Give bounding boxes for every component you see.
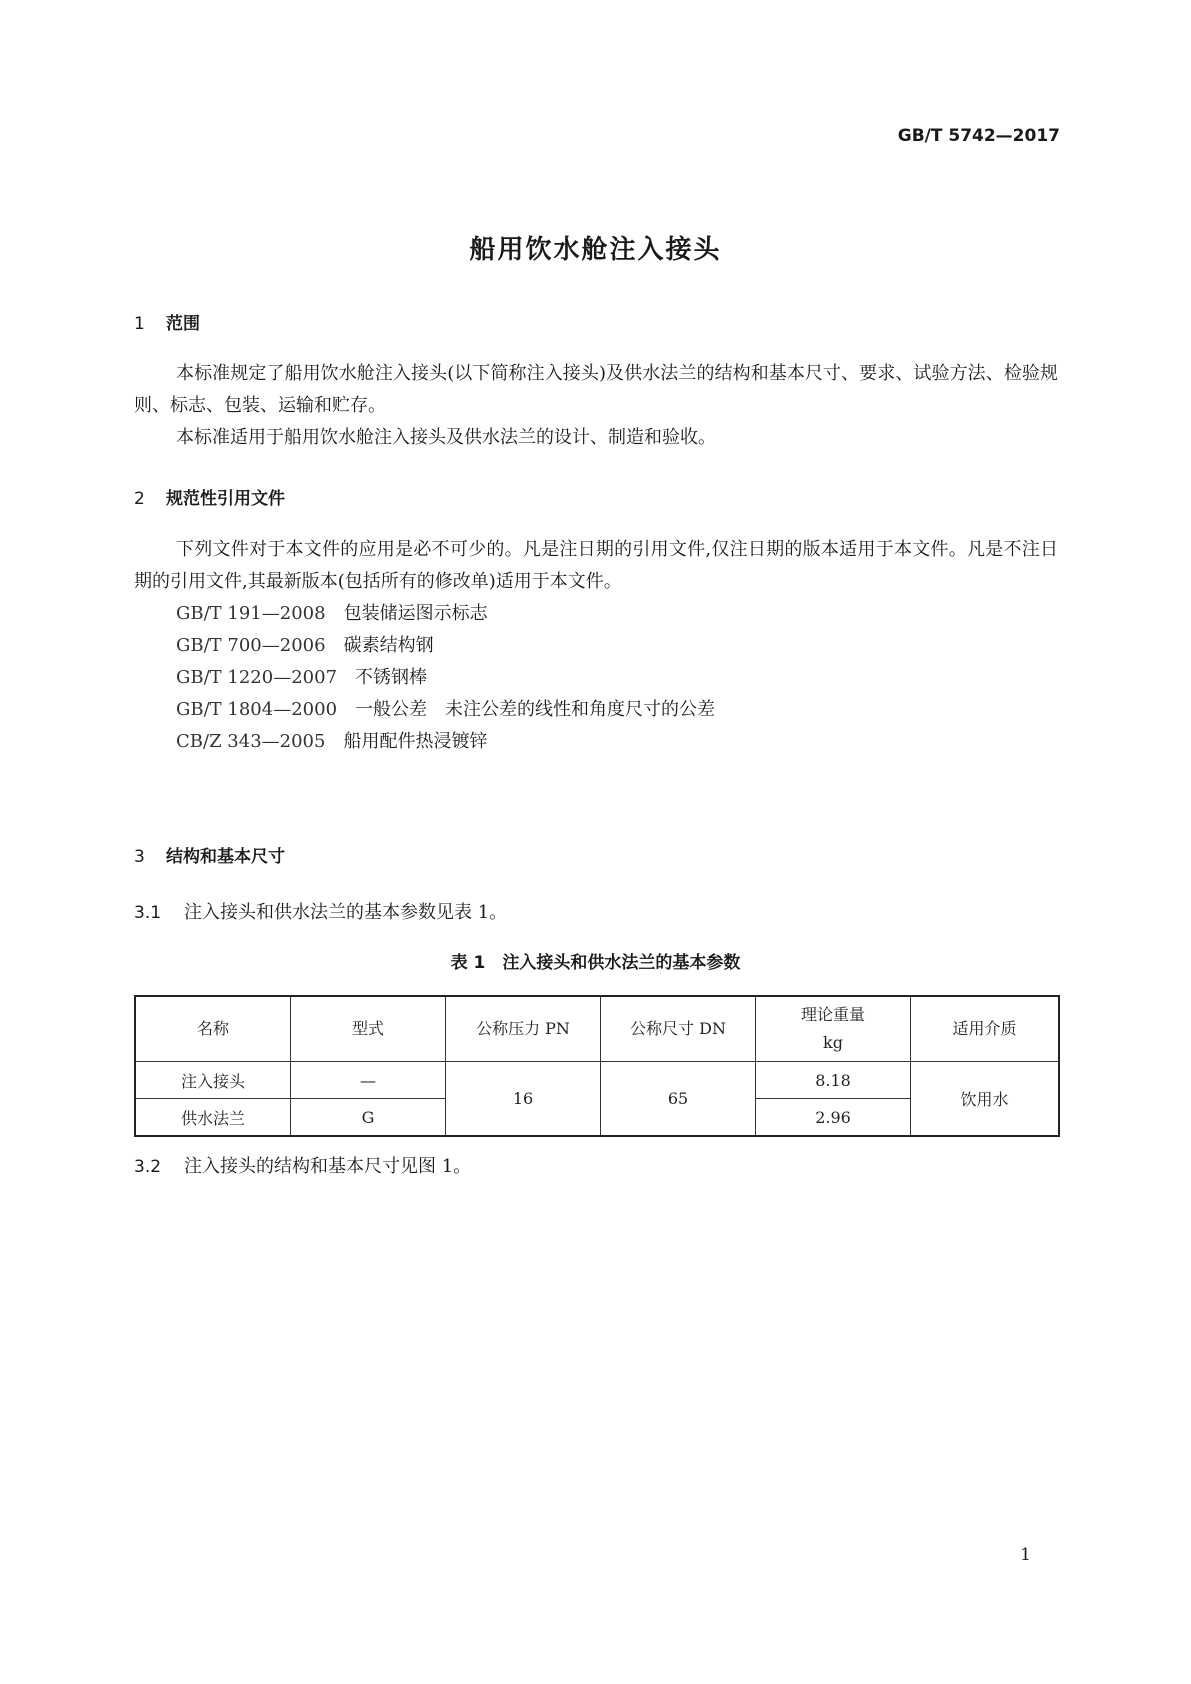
parameters-table	[134, 995, 1060, 1137]
section-1-body	[134, 358, 1058, 454]
weight-header-unit: kg	[823, 1033, 843, 1052]
section-1-heading	[134, 309, 200, 334]
column-header: 型式	[291, 996, 446, 1062]
cell-type: —	[291, 1062, 446, 1099]
page-number: 1	[1020, 1545, 1031, 1565]
reference-item	[176, 694, 715, 726]
document-title: 船用饮水舱注入接头	[469, 235, 722, 265]
cell-medium: 饮用水	[911, 1062, 1060, 1137]
column-header	[756, 996, 911, 1062]
clause-3-1	[134, 898, 507, 924]
reference-title: 碳素结构钢	[343, 635, 434, 656]
clause-number: 3.1	[134, 903, 162, 923]
section-number: 1	[134, 314, 145, 334]
paragraph: 下列文件对于本文件的应用是必不可少的。凡是注日期的引用文件,仅注日期的版本适用于本文件。凡是不注日期的引用文件,其最新版本(包括所有的修改单)适用于本文件。	[134, 539, 1058, 592]
table-row	[135, 1062, 1059, 1099]
reference-title: 一般公差 未注公差的线性和角度尺寸的公差	[355, 699, 716, 720]
cell-pn: 16	[446, 1062, 601, 1137]
section-2-heading	[134, 484, 285, 509]
section-2-body	[134, 534, 1058, 598]
column-header: 名称	[135, 996, 291, 1062]
reference-item	[176, 598, 715, 630]
paragraph: 本标准适用于船用饮水舱注入接头及供水法兰的设计、制造和验收。	[176, 427, 716, 448]
standard-number: GB/T 5742—2017	[897, 126, 1060, 146]
cell-dn: 65	[601, 1062, 756, 1137]
section-3-heading	[134, 842, 285, 867]
column-header: 适用介质	[911, 996, 1060, 1062]
clause-3-2	[134, 1152, 471, 1178]
reference-code: CB/Z 343—2005	[176, 731, 326, 752]
section-title: 结构和基本尺寸	[166, 847, 285, 867]
reference-item	[176, 662, 715, 694]
reference-title: 包装储运图示标志	[343, 603, 488, 624]
section-number: 2	[134, 489, 145, 509]
column-header: 公称压力 PN	[446, 996, 601, 1062]
clause-number: 3.2	[134, 1157, 162, 1177]
reference-code: GB/T 1220—2007	[176, 667, 338, 688]
section-title: 范围	[166, 314, 200, 334]
reference-title: 船用配件热浸镀锌	[343, 731, 488, 752]
cell-name: 供水法兰	[135, 1099, 291, 1137]
reference-title: 不锈钢棒	[355, 667, 428, 688]
clause-text: 注入接头和供水法兰的基本参数见表 1。	[184, 902, 508, 923]
table-header-row	[135, 996, 1059, 1062]
cell-weight: 2.96	[756, 1099, 911, 1137]
reference-code: GB/T 1804—2000	[176, 699, 338, 720]
weight-header-label: 理论重量	[800, 1005, 865, 1024]
cell-name: 注入接头	[135, 1062, 291, 1099]
column-header: 公称尺寸 DN	[601, 996, 756, 1062]
section-number: 3	[134, 847, 145, 867]
paragraph: 本标准规定了船用饮水舱注入接头(以下简称注入接头)及供水法兰的结构和基本尺寸、要求、试验方法、检验规则、标志、包装、运输和贮存。	[134, 363, 1058, 416]
clause-text: 注入接头的结构和基本尺寸见图 1。	[184, 1156, 472, 1177]
reference-list	[176, 598, 715, 758]
section-title: 规范性引用文件	[166, 489, 285, 509]
reference-code: GB/T 191—2008	[176, 603, 326, 624]
reference-item	[176, 630, 715, 662]
reference-code: GB/T 700—2006	[176, 635, 326, 656]
table-caption: 表 1 注入接头和供水法兰的基本参数	[450, 953, 741, 973]
reference-item	[176, 726, 715, 758]
cell-weight: 8.18	[756, 1062, 911, 1099]
cell-type: G	[291, 1099, 446, 1137]
